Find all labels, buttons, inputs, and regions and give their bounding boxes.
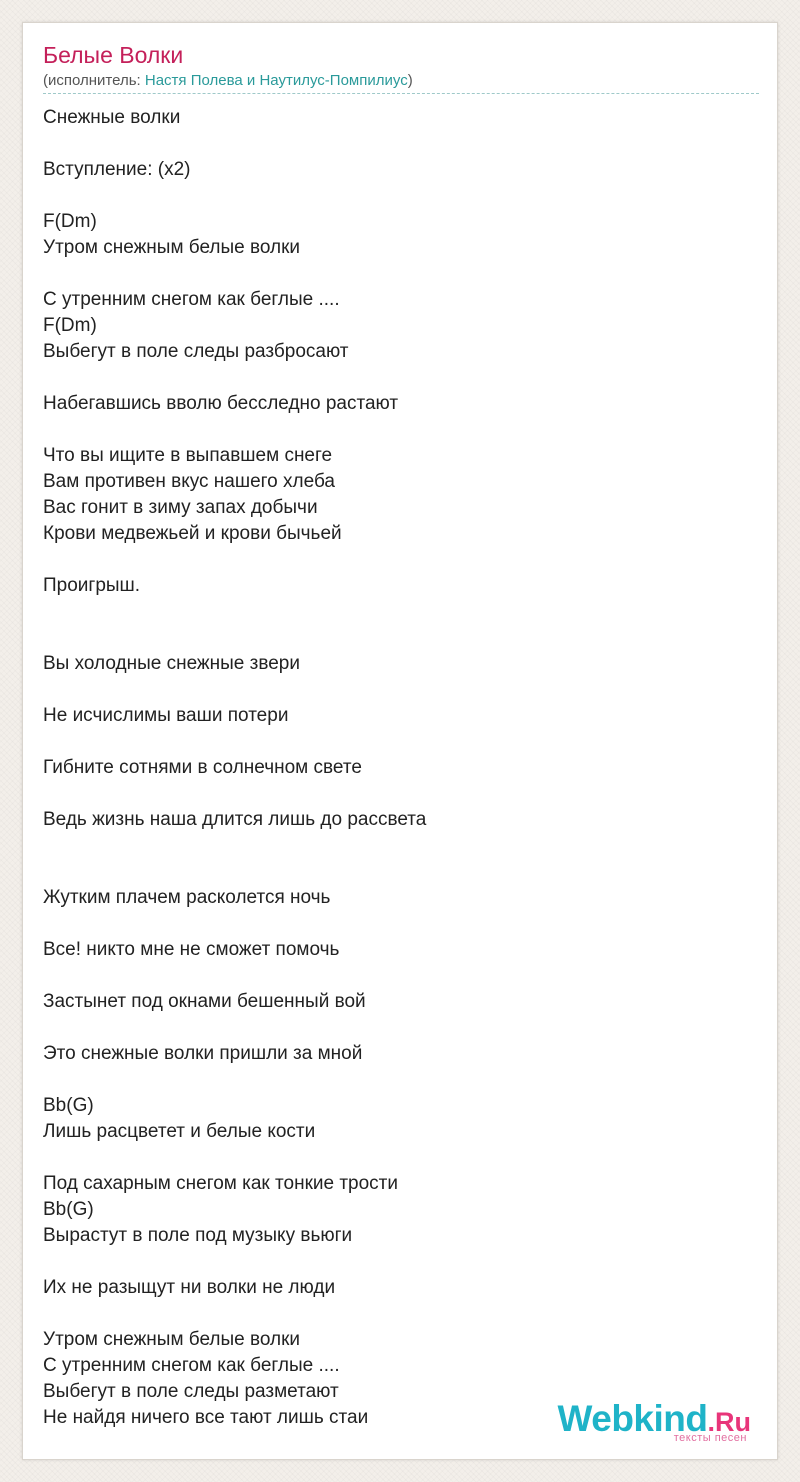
lyric-line: Лишь расцветет и белые кости (43, 1121, 316, 1142)
lyric-line (43, 131, 759, 157)
lyric-line (43, 547, 759, 573)
lyric-line (43, 1249, 759, 1275)
lyric-line (43, 365, 759, 391)
lyric-line (43, 1145, 759, 1171)
lyric-line (43, 833, 759, 859)
artist-link[interactable]: Настя Полева и Наутилус-Помпилиус (144, 72, 408, 89)
lyric-line: Проигрыш. (43, 575, 141, 596)
lyric-line: Не найдя ничего все тают лишь стаи (43, 1407, 369, 1428)
lyric-line: Гибните сотнями в солнечном свете (43, 757, 362, 778)
lyric-line: Выбегут в поле следы разбросают (43, 341, 349, 362)
lyric-line: Набегавшись вволю бесследно растают (43, 393, 399, 414)
song-header (43, 41, 759, 91)
lyric-line: Все! никто мне не сможет помочь (43, 939, 340, 960)
lyric-line: Их не разыщут ни волки не люди (43, 1277, 336, 1298)
header-divider (43, 93, 759, 94)
lyric-line: Это снежные волки пришли за мной (43, 1043, 363, 1064)
lyric-line: Крови медвежьей и крови бычьей (43, 523, 342, 544)
artist-suffix: ) (407, 72, 413, 89)
lyric-line (43, 911, 759, 937)
lyric-line: Утром снежным белые волки (43, 1329, 301, 1350)
lyric-line (43, 1067, 759, 1093)
lyric-line: Утром снежным белые волки (43, 237, 301, 258)
song-title: Белые Волки (43, 42, 184, 68)
lyrics-card (22, 22, 778, 1460)
lyric-line: Вы холодные снежные звери (43, 653, 300, 674)
lyric-line: С утренним снегом как беглые .... (43, 289, 340, 310)
lyric-line: Ведь жизнь наша длится лишь до рассвета (43, 809, 427, 830)
lyric-line (43, 781, 759, 807)
lyric-line: Bb(G) (43, 1199, 94, 1220)
lyric-line (43, 677, 759, 703)
lyric-line (43, 859, 759, 885)
lyric-line: Застынет под окнами бешенный вой (43, 991, 366, 1012)
logo-tagline: тексты песен (673, 1432, 747, 1444)
lyric-line (43, 729, 759, 755)
lyric-line: F(Dm) (43, 211, 97, 232)
lyric-line (43, 963, 759, 989)
site-logo[interactable] (557, 1398, 752, 1444)
artist-line (43, 71, 759, 91)
lyric-line (43, 1301, 759, 1327)
lyric-line: Bb(G) (43, 1095, 94, 1116)
logo-domain: .Ru (707, 1407, 751, 1437)
lyric-line: Вырастут в поле под музыку вьюги (43, 1225, 353, 1246)
lyric-line: Под сахарным снегом как тонкие трости (43, 1173, 398, 1194)
lyric-line: Вас гонит в зиму запах добычи (43, 497, 318, 518)
lyric-line: С утренним снегом как беглые .... (43, 1355, 340, 1376)
lyric-line (43, 261, 759, 287)
lyric-line: Жутким плачем расколется ночь (43, 887, 331, 908)
lyric-line (43, 625, 759, 651)
lyric-line: Что вы ищите в выпавшем снеге (43, 445, 333, 466)
lyric-line: Выбегут в поле следы разметают (43, 1381, 339, 1402)
logo-wordmark: Webkind (557, 1398, 708, 1439)
lyric-line: F(Dm) (43, 315, 97, 336)
lyric-line (43, 1015, 759, 1041)
artist-prefix: (исполнитель: (43, 72, 145, 89)
lyric-line (43, 417, 759, 443)
lyrics-body (43, 105, 759, 1431)
lyric-line (43, 599, 759, 625)
lyric-line: Вступление: (x2) (43, 159, 191, 180)
lyric-line: Вам противен вкус нашего хлеба (43, 471, 335, 492)
lyric-line: Снежные волки (43, 107, 181, 128)
lyric-line (43, 183, 759, 209)
lyric-line: Не исчислимы ваши потери (43, 705, 289, 726)
